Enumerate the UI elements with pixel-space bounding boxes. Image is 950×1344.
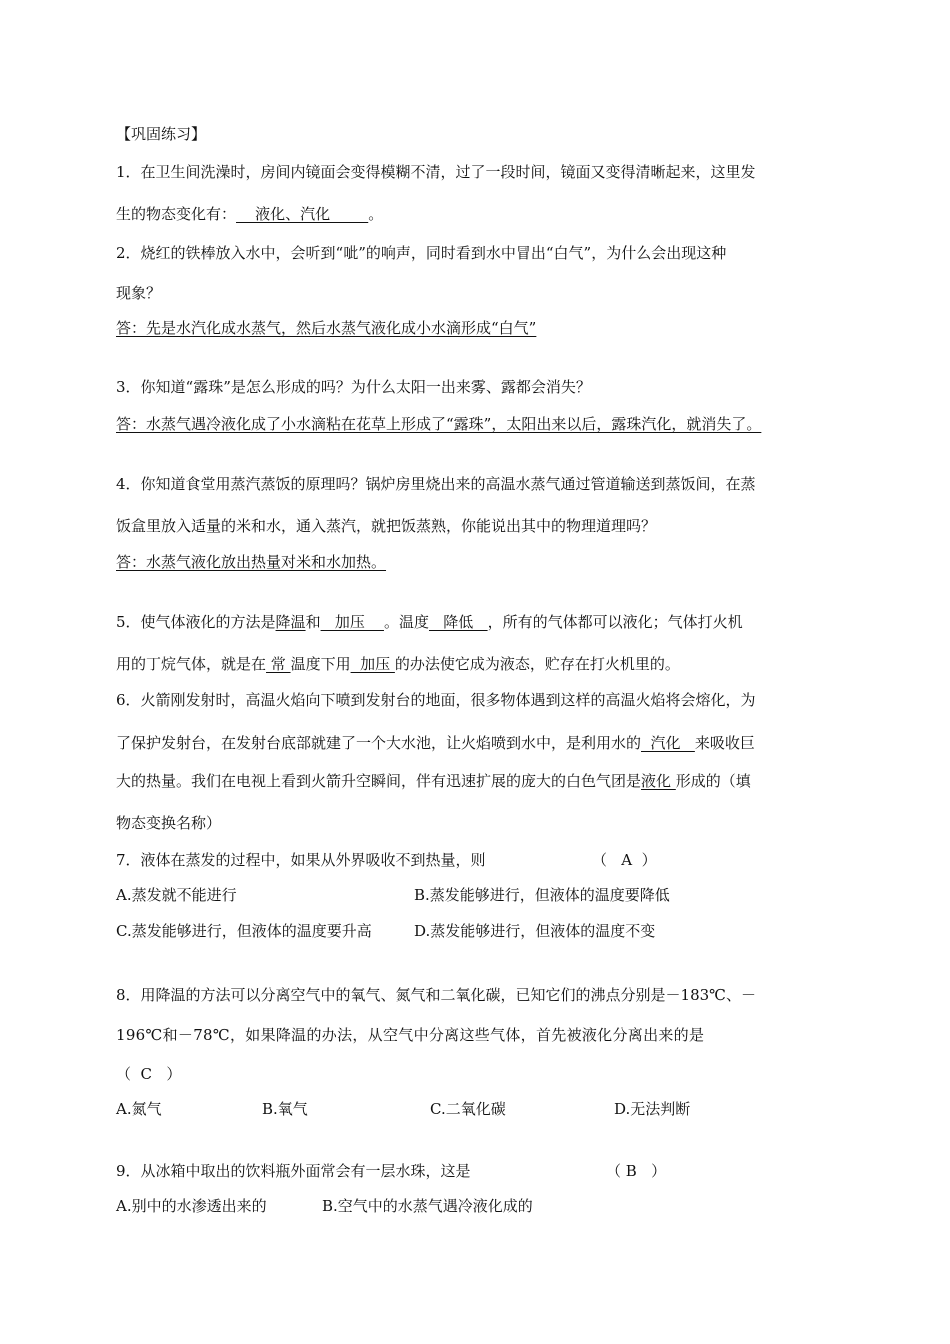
question-3-line-1: 3．你知道“露珠”是怎么形成的吗？为什么太阳一出来雾、露都会消失？ (116, 378, 591, 396)
question-7-answer: （ A ） (592, 851, 657, 869)
question-1-blank: 液化、汽化 (236, 205, 369, 223)
question-2-line-2: 现象？ (116, 284, 162, 302)
question-4-line-1: 4．你知道食堂用蒸汽蒸饭的原理吗？锅炉房里烧出来的高温水蒸气通过管道输送到蒸饭间，在蒸 (116, 475, 756, 493)
question-1-text: 生的物态变化有： (116, 205, 237, 223)
question-6-line-4: 物态变换名称） (116, 814, 222, 832)
question-8-answer: （ C ） (116, 1065, 182, 1083)
question-9-stem: 9．从冰箱中取出的饮料瓶外面常会有一层水珠，这是 (116, 1162, 471, 1180)
question-5-text-e: 用的丁烷气体，就是在 (116, 655, 267, 673)
question-2-answer: 答：先是水汽化成水蒸气，然后水蒸气液化成小水滴形成“白气” (116, 319, 537, 337)
question-5-text-b: 和 (305, 613, 321, 631)
question-1-end: 。 (368, 205, 384, 223)
question-5-text-d: ，所有的气体都可以液化；气体打火机 (487, 613, 743, 631)
question-5-line-1 (116, 612, 743, 632)
question-7-stem: 7．液体在蒸发的过程中，如果从外界吸收不到热量，则 (116, 851, 486, 869)
question-8-line-1: 8．用降温的方法可以分离空气中的氧气、氮气和二氧化碳，已知它们的沸点分别是－183℃、－ (116, 986, 756, 1004)
question-8-option-c: C.二氧化碳 (430, 1100, 506, 1118)
question-4-answer: 答：水蒸气液化放出热量对米和水加热。 (116, 553, 387, 571)
question-6-text-d: 形成的（填 (675, 772, 751, 790)
question-7-option-c: C.蒸发能够进行，但液体的温度要升高 (116, 922, 372, 940)
question-7-option-b: B.蒸发能够进行，但液体的温度要降低 (414, 886, 670, 904)
question-9-option-a: A.别中的水渗透出来的 (116, 1197, 267, 1215)
question-6-text-c: 大的热量。我们在电视上看到火箭升空瞬间，伴有迅速扩展的庞大的白色气团是 (116, 772, 642, 790)
question-3-answer: 答：水蒸气遇冷液化成了小水滴粘在花草上形成了“露珠”，太阳出来以后，露珠汽化，就消失了。 (116, 415, 762, 433)
question-8-option-b: B.氧气 (262, 1100, 308, 1118)
question-5-text-a: 5．使气体液化的方法是 (116, 613, 276, 631)
question-4-line-2: 饭盒里放入适量的米和水，通入蒸汽，就把饭蒸熟，你能说出其中的物理道理吗？ (116, 517, 657, 535)
question-5-text-g: 的办法使它成为液态，贮存在打火机里的。 (394, 655, 680, 673)
question-5-text-c: 。温度 (383, 613, 429, 631)
question-5-blank-4: 常 (266, 655, 291, 673)
question-2-line-1: 2．烧红的铁棒放入水中，会听到“呲”的响声，同时看到水中冒出“白气”，为什么会出现这种 (116, 244, 727, 262)
question-5-line-2 (116, 654, 680, 674)
question-6-blank-1: 汽化 (641, 734, 695, 752)
question-6-blank-2: 液化 (641, 772, 676, 790)
question-7-option-a: A.蒸发就不能进行 (116, 886, 237, 904)
question-5-blank-1: 降温 (275, 613, 306, 631)
question-6-text-b: 来吸收巨 (694, 734, 755, 752)
question-8-line-2: 196℃和－78℃，如果降温的办法，从空气中分离这些气体，首先被液化分离出来的是 (116, 1026, 705, 1044)
question-5-blank-5: 加压 (350, 655, 395, 673)
question-5-blank-3: 降低 (428, 613, 488, 631)
question-6-text-a: 了保护发射台，在发射台底部就建了一个大水池，让火焰喷到水中，是利用水的 (116, 734, 642, 752)
question-1-line-1: 1．在卫生间洗澡时，房间内镜面会变得模糊不清，过了一段时间，镜面又变得清晰起来，这里发 (116, 163, 756, 181)
question-6-line-3 (116, 771, 751, 791)
question-6-line-1: 6．火箭刚发射时，高温火焰向下喷到发射台的地面，很多物体遇到这样的高温火焰将会熔化，为 (116, 691, 756, 709)
question-8-option-a: A.氮气 (116, 1100, 162, 1118)
question-1-line-2 (116, 204, 383, 224)
question-6-line-2 (116, 733, 755, 753)
section-title: 【巩固练习】 (116, 125, 207, 143)
question-5-text-f: 温度下用 (290, 655, 351, 673)
question-5-blank-2: 加压 (320, 613, 384, 631)
question-9-option-b: B.空气中的水蒸气遇冷液化成的 (322, 1197, 533, 1215)
question-8-option-d: D.无法判断 (614, 1100, 691, 1118)
question-7-option-d: D.蒸发能够进行，但液体的温度不变 (414, 922, 656, 940)
question-9-answer: （ B ） (606, 1162, 667, 1180)
